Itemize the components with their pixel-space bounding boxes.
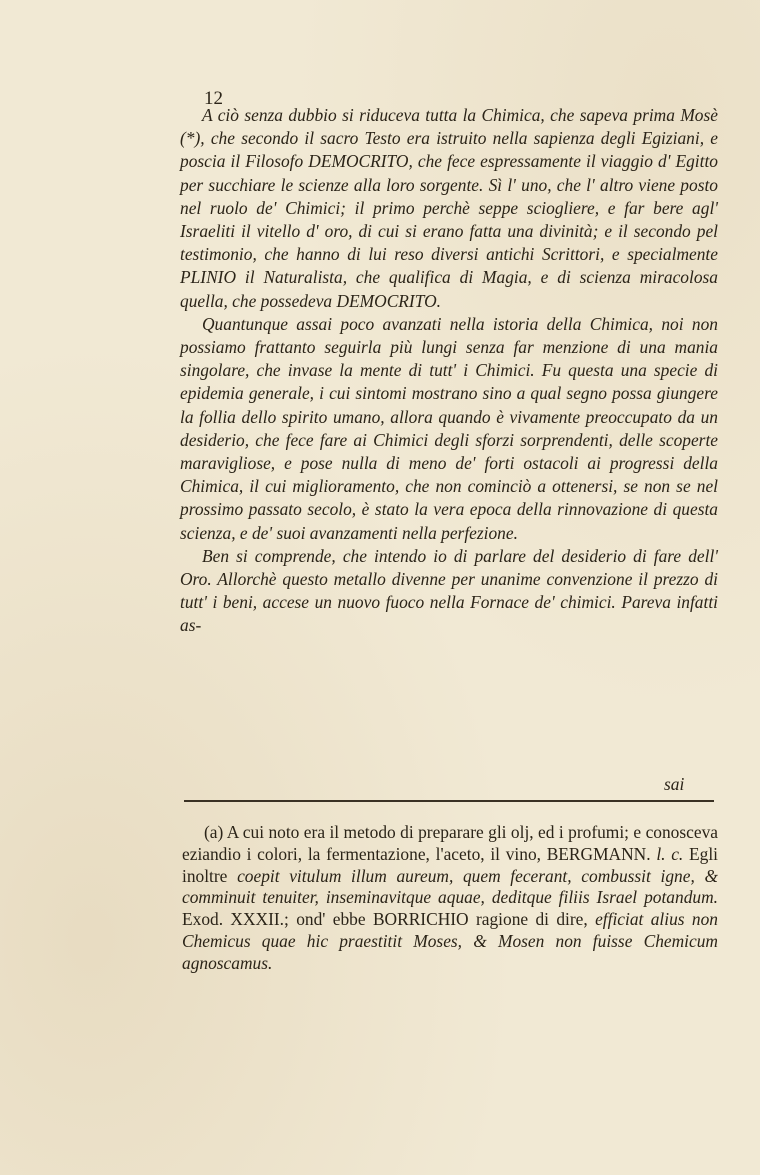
paragraph-1: A ciò senza dubbio si riduceva tutta la Chimica, che sapeva prima Mosè (*), che secondo il sacro Testo era istruito nella sapienza degli Egiziani, e poscia il Filosofo DEMOCRITO, che fece espressamente il viaggio d' Egitto per succhiare le scienze alla loro sorgente. Sì l' uno, che l' altro viene posto nel ruolo de' Chimici; il primo perchè seppe sciogliere, e far bere agl' Israeliti il vitello d' oro, di cui si erano fatta una divinità; e il secondo pel testimonio, che hanno di lui reso diversi antichi Scrittori, e specialmente PLINIO il Naturalista, che qualifica di Magia, e di scienza miracolosa quella, che possedeva DEMOCRITO. — [180, 105, 718, 311]
main-text — [180, 104, 718, 638]
paragraph-2: Quantunque assai poco avanzati nella istoria della Chimica, noi non possiamo frattanto seguirla più lungi senza far menzione di una mania singolare, che invase la mente di tutt' i Chimici. Fu questa una specie di epidemia generale, i cui sintomi mostrano sino a qual segno possa giungere la follia dello spirito umano, allora quando è vivamente preoccupato da un desiderio, che fece fare ai Chimici degli sforzi sorprendenti, delle scoperte maravigliose, e pose nulla di meno de' forti ostacoli ai progressi della Chimica, il cui miglioramento, che non cominciò a ottenersi, se non se nel prossimo passato secolo, è stato la vera epoca della rinnovazione di questa scienza, e de' suoi avanzamenti nella perfezione. — [180, 313, 718, 543]
footnote — [182, 822, 718, 975]
footnote-text-a: A cui noto era il metodo di preparare gli olj, ed i profumi; e conosceva eziandio i colori, la fermentazione, l'aceto, il vino, BERGMANN. — [182, 822, 718, 864]
footnote-ref: l. c. — [656, 843, 684, 864]
catchword: sai — [664, 774, 685, 794]
footnote-text-c: Exod. XXXII.; ond' ebbe BORRICHIO ragione di dire, — [182, 909, 596, 930]
footnote-marker: (a) — [204, 822, 224, 842]
footnote-latin-2: efficiat alius non Chemicus quae hic praestitit Moses, & Mosen non fuisse Chemicum agnoscamus. — [182, 909, 718, 973]
paragraph-3: Ben si comprende, che intendo io di parlare del desiderio di fare dell' Oro. Allorchè questo metallo divenne per unanime convenzione il prezzo di tutt' i beni, accese un nuovo fuoco nella Fornace de' chimici. Pareva infatti as- — [180, 545, 718, 636]
footnote-divider — [184, 800, 714, 802]
page-number: 12 — [204, 88, 223, 109]
footnote-latin-1: coepit vitulum illum aureum, quem fecerant, combussit igne, & comminuit tenuiter, inseminavitque aquae, deditque filiis Israel potandum. — [182, 865, 718, 908]
footnote-text-b: Egli inoltre — [182, 843, 718, 886]
